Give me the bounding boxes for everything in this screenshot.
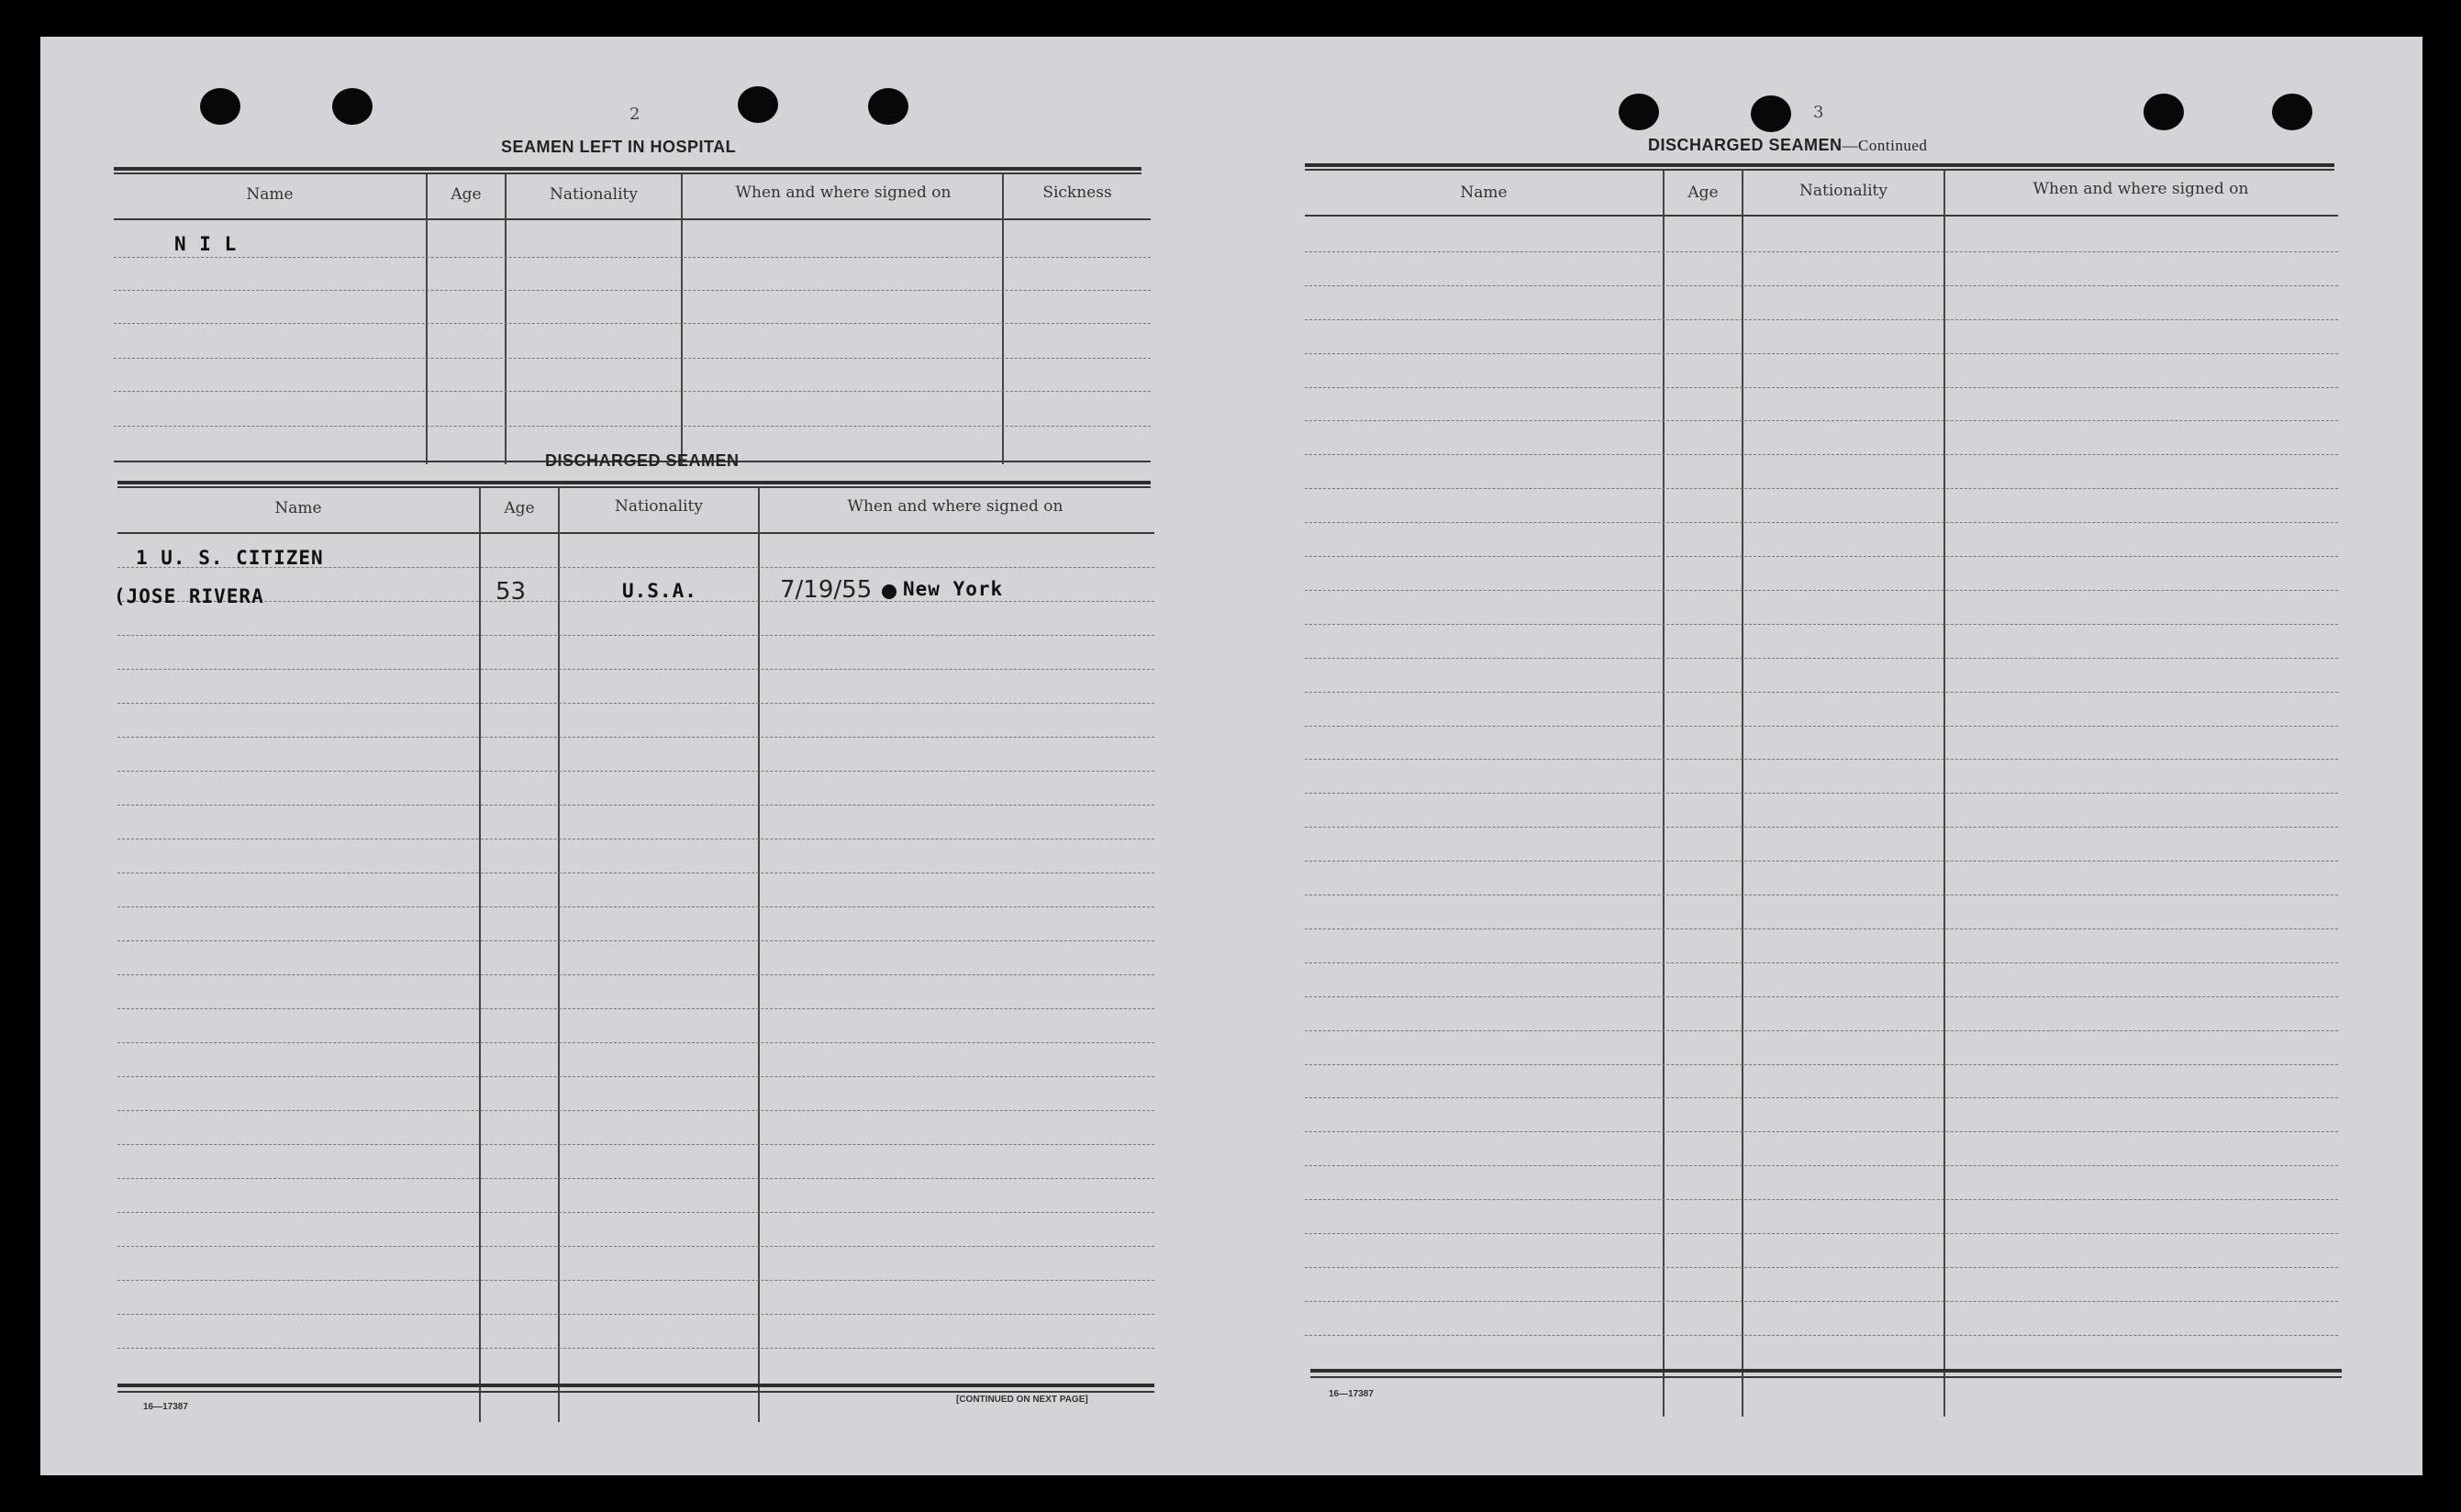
row-line	[1305, 861, 2338, 862]
row-line	[114, 358, 1151, 359]
rule	[117, 486, 1151, 488]
row-line	[117, 1212, 1154, 1213]
rule	[114, 167, 1141, 171]
hospital-header-signed-on: When and where signed on	[735, 183, 952, 202]
row-line	[117, 940, 1154, 941]
row-line	[117, 1008, 1154, 1009]
discharged-header-signed-on: When and where signed on	[847, 497, 1063, 516]
row-line	[117, 1246, 1154, 1247]
punch-hole	[2272, 94, 2312, 130]
rule	[1305, 215, 2338, 217]
row-line	[117, 771, 1154, 772]
right-header-signed-on: When and where signed on	[2032, 180, 2249, 198]
row-line	[117, 703, 1154, 704]
row-line	[1305, 488, 2338, 489]
rule	[1305, 169, 2334, 171]
row-line	[1305, 1233, 2338, 1234]
row-line	[1305, 827, 2338, 828]
page-number-left: 2	[629, 105, 640, 124]
signed-on-place: New York	[903, 578, 1004, 600]
row-line	[117, 1280, 1154, 1281]
row-line	[1305, 759, 2338, 760]
column-divider	[505, 174, 507, 464]
row-line	[1305, 1199, 2338, 1200]
right-header-age: Age	[1687, 183, 1719, 202]
row-line	[1305, 319, 2338, 320]
rule	[1310, 1376, 2342, 1378]
row-line	[1305, 726, 2338, 727]
punch-hole	[1619, 94, 1659, 130]
column-divider	[1663, 171, 1665, 1417]
row-line	[117, 1042, 1154, 1043]
seaman-age: 53	[496, 578, 527, 606]
row-line	[114, 257, 1151, 258]
row-line	[1305, 624, 2338, 625]
column-divider	[479, 488, 481, 1422]
row-line	[117, 1178, 1154, 1179]
row-line	[117, 1348, 1154, 1349]
rule	[117, 532, 1154, 534]
column-divider	[681, 174, 683, 464]
row-line	[1305, 1064, 2338, 1065]
hospital-header-sickness: Sickness	[1042, 183, 1112, 202]
signed-on-date: 7/19/55	[780, 576, 873, 604]
column-divider	[758, 488, 760, 1422]
row-line	[114, 323, 1151, 324]
stamp-dot-icon	[882, 584, 896, 599]
row-line	[117, 669, 1154, 670]
row-line	[1305, 692, 2338, 693]
row-line	[1305, 285, 2338, 286]
row-line	[117, 1144, 1154, 1145]
hospital-header-name: Name	[246, 185, 294, 204]
row-line	[1305, 1097, 2338, 1098]
discharged-continued-title	[1648, 136, 1927, 155]
row-line	[1305, 1165, 2338, 1166]
discharged-continued-title-text: DISCHARGED SEAMEN	[1648, 136, 1843, 154]
row-line	[114, 290, 1151, 291]
punch-hole	[200, 88, 240, 125]
row-line	[1305, 1335, 2338, 1336]
row-line	[117, 1314, 1154, 1315]
rule	[117, 1384, 1154, 1387]
row-line	[117, 1076, 1154, 1077]
punch-hole	[738, 86, 778, 123]
row-line	[117, 906, 1154, 907]
hospital-entry-nil: N I L	[174, 233, 238, 255]
column-divider	[1742, 171, 1743, 1417]
punch-hole	[332, 88, 373, 125]
row-line	[1305, 1030, 2338, 1031]
hospital-header-age: Age	[451, 185, 482, 204]
rule	[1305, 163, 2334, 167]
right-header-nationality: Nationality	[1799, 182, 1888, 200]
discharged-section-title: DISCHARGED SEAMEN	[545, 451, 740, 470]
row-line	[1305, 522, 2338, 523]
column-divider	[1002, 174, 1004, 464]
rule	[114, 172, 1141, 174]
row-line	[1305, 1131, 2338, 1132]
row-line	[117, 737, 1154, 738]
row-line	[1305, 556, 2338, 557]
row-line	[1305, 1301, 2338, 1302]
row-line	[1305, 454, 2338, 455]
hospital-section-title: SEAMEN LEFT IN HOSPITAL	[501, 138, 737, 156]
row-line	[1305, 353, 2338, 354]
seaman-nationality: U.S.A.	[622, 580, 697, 602]
row-line	[117, 635, 1154, 636]
row-line	[1305, 658, 2338, 659]
page-number-right: 3	[1813, 103, 1824, 122]
discharged-header-age: Age	[504, 499, 535, 517]
citizen-note: 1 U. S. CITIZEN	[136, 547, 324, 569]
column-divider	[558, 488, 560, 1422]
seaman-name: (JOSE RIVERA	[114, 585, 264, 607]
row-line	[117, 805, 1154, 806]
rule	[1310, 1369, 2342, 1373]
row-line	[1305, 251, 2338, 252]
row-line	[1305, 1267, 2338, 1268]
rule	[114, 218, 1151, 220]
row-line	[1305, 420, 2338, 421]
form-number-left: 16—17387	[143, 1402, 188, 1412]
row-line	[114, 391, 1151, 392]
row-line	[117, 974, 1154, 975]
document-sheet	[40, 37, 2422, 1475]
column-divider	[1943, 171, 1945, 1417]
row-line	[1305, 590, 2338, 591]
punch-hole	[1751, 95, 1791, 132]
discharged-header-name: Name	[274, 499, 322, 517]
row-line	[114, 426, 1151, 427]
row-line	[1305, 996, 2338, 997]
row-line	[1305, 387, 2338, 388]
row-line	[1305, 793, 2338, 794]
row-line	[1305, 962, 2338, 963]
punch-hole	[868, 88, 908, 125]
right-header-name: Name	[1460, 183, 1508, 202]
discharged-header-nationality: Nationality	[615, 497, 703, 516]
row-line	[1305, 928, 2338, 929]
hospital-header-nationality: Nationality	[550, 185, 638, 204]
continued-suffix: —Continued	[1842, 137, 1928, 154]
rule	[117, 481, 1151, 484]
punch-hole	[2144, 94, 2184, 130]
continued-note: [CONTINUED ON NEXT PAGE]	[956, 1395, 1088, 1405]
column-divider	[426, 174, 428, 464]
row-line	[117, 1110, 1154, 1111]
form-number-right: 16—17387	[1329, 1389, 1374, 1399]
rule	[117, 1391, 1154, 1393]
